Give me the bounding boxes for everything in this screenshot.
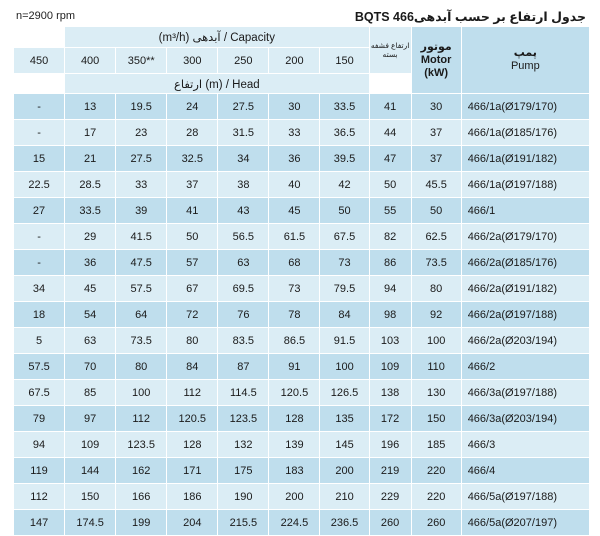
head-value-cell: 210 (320, 484, 369, 510)
motor-power-cell: 37 (411, 120, 461, 146)
pump-model-cell: 466/1a(Ø191/182) (461, 146, 589, 172)
table-row (14, 224, 590, 250)
title-text: جدول ارتفاع بر حسب آبدهی (413, 10, 586, 24)
head-value-cell: 34 (14, 276, 65, 302)
motor-power-cell: 45.5 (411, 172, 461, 198)
corner-cell-2 (14, 74, 65, 94)
head-value-cell: 132 (218, 432, 269, 458)
head-value-cell: 100 (320, 354, 369, 380)
head-value-cell: 39 (116, 198, 167, 224)
head-value-cell: 45 (269, 198, 320, 224)
pump-label-fa: پمپ (513, 47, 537, 59)
head-value-cell: 175 (218, 458, 269, 484)
table-row (14, 302, 590, 328)
head-value-cell: 27 (14, 198, 65, 224)
head-value-cell: 83.5 (218, 328, 269, 354)
head-value-cell: - (14, 250, 65, 276)
head-value-cell: - (14, 224, 65, 250)
head-value-cell: 67.5 (14, 380, 65, 406)
head-value-cell: 28 (167, 120, 218, 146)
head-value-cell: 33.5 (65, 198, 116, 224)
head-value-cell: 171 (167, 458, 218, 484)
pump-model-cell: 466/3 (461, 432, 589, 458)
head-value-cell: 91.5 (320, 328, 369, 354)
pump-model-cell: 466/5a(Ø197/188) (461, 484, 589, 510)
pump-model-cell: 466/2a(Ø185/176) (461, 250, 589, 276)
head-value-cell: 183 (269, 458, 320, 484)
head-value-cell: 64 (116, 302, 167, 328)
table-row (14, 172, 590, 198)
motor-power-cell: 150 (411, 406, 461, 432)
flow-header-cell: 150 (320, 48, 369, 74)
head-value-cell: 45 (65, 276, 116, 302)
zero-flow-head-cell: 229 (369, 484, 411, 510)
pump-label-en: Pump (510, 60, 540, 72)
head-value-cell: 139 (269, 432, 320, 458)
head-value-cell: 36.5 (320, 120, 369, 146)
head-value-cell: 73 (269, 276, 320, 302)
flow-header-cell: 350** (116, 48, 167, 74)
table-title (349, 9, 586, 24)
head-value-cell: 36 (269, 146, 320, 172)
head-value-cell: 18 (14, 302, 65, 328)
head-value-cell: 21 (65, 146, 116, 172)
head-value-cell: 57.5 (14, 354, 65, 380)
head-value-cell: 79.5 (320, 276, 369, 302)
head-header: ارتفاع (m) / Head (65, 74, 369, 94)
head-value-cell: 43 (218, 198, 269, 224)
head-value-cell: 94 (14, 432, 65, 458)
head-value-cell: 145 (320, 432, 369, 458)
head-value-cell: 126.5 (320, 380, 369, 406)
head-value-cell: 5 (14, 328, 65, 354)
zero-flow-head-cell: 103 (369, 328, 411, 354)
zero-flow-head-cell: 44 (369, 120, 411, 146)
head-value-cell: 24 (167, 94, 218, 120)
motor-unit: (kW) (424, 66, 449, 79)
head-value-cell: 22.5 (14, 172, 65, 198)
head-value-cell: 27.5 (218, 94, 269, 120)
zero-flow-head-cell: 219 (369, 458, 411, 484)
head-value-cell: 72 (167, 302, 218, 328)
zero-flow-head-cell: 260 (369, 510, 411, 536)
head-value-cell: 34 (218, 146, 269, 172)
head-value-cell: 87 (218, 354, 269, 380)
head-value-cell: 236.5 (320, 510, 369, 536)
motor-power-cell: 110 (411, 354, 461, 380)
zero-flow-head-cell: 109 (369, 354, 411, 380)
motor-power-cell: 92 (411, 302, 461, 328)
head-value-cell: 150 (65, 484, 116, 510)
head-value-cell: 174.5 (65, 510, 116, 536)
head-value-cell: 30 (269, 94, 320, 120)
table-row (14, 120, 590, 146)
head-value-cell: 100 (116, 380, 167, 406)
flow-header-cell: 400 (65, 48, 116, 74)
flow-header-cell: 450 (14, 48, 65, 74)
head-value-cell: 147 (14, 510, 65, 536)
table-row (14, 484, 590, 510)
head-value-cell: 204 (167, 510, 218, 536)
head-value-cell: 84 (167, 354, 218, 380)
head-value-cell: 190 (218, 484, 269, 510)
pump-header (461, 27, 589, 94)
head-value-cell: 23 (116, 120, 167, 146)
head-value-cell: 215.5 (218, 510, 269, 536)
pump-model-cell: 466/5a(Ø207/197) (461, 510, 589, 536)
head-value-cell: 15 (14, 146, 65, 172)
table-row (14, 94, 590, 120)
head-value-cell: 84 (320, 302, 369, 328)
head-value-cell: 27.5 (116, 146, 167, 172)
head-value-cell: 63 (218, 250, 269, 276)
head-value-cell: 85 (65, 380, 116, 406)
head-value-cell: 67.5 (320, 224, 369, 250)
motor-header (411, 27, 461, 94)
table-row (14, 458, 590, 484)
motor-power-cell: 73.5 (411, 250, 461, 276)
head-value-cell: 109 (65, 432, 116, 458)
head-value-cell: 80 (167, 328, 218, 354)
head-value-cell: 200 (320, 458, 369, 484)
head-value-cell: - (14, 94, 65, 120)
head-value-cell: 61.5 (269, 224, 320, 250)
head-value-cell: 32.5 (167, 146, 218, 172)
head-value-cell: 78 (269, 302, 320, 328)
head-value-cell: 128 (167, 432, 218, 458)
motor-power-cell: 37 (411, 146, 461, 172)
zero-flow-head-cell: 98 (369, 302, 411, 328)
pump-model-cell: 466/1 (461, 198, 589, 224)
table-row (14, 198, 590, 224)
head-value-cell: 186 (167, 484, 218, 510)
head-value-cell: 33.5 (320, 94, 369, 120)
table-row (14, 250, 590, 276)
zero-flow-blank (369, 74, 411, 94)
head-value-cell: 76 (218, 302, 269, 328)
flow-header-cell: 200 (269, 48, 320, 74)
pump-model-cell: 466/1a(Ø179/170) (461, 94, 589, 120)
head-value-cell: 79 (14, 406, 65, 432)
zero-flow-head-cell: 86 (369, 250, 411, 276)
zero-flow-head-cell: 55 (369, 198, 411, 224)
table-row (14, 432, 590, 458)
motor-power-cell: 100 (411, 328, 461, 354)
table-row (14, 406, 590, 432)
pump-model-cell: 466/3a(Ø197/188) (461, 380, 589, 406)
zero-flow-head-cell: 50 (369, 172, 411, 198)
head-value-cell: 31.5 (218, 120, 269, 146)
zero-flow-head-cell: 196 (369, 432, 411, 458)
motor-power-cell: 220 (411, 484, 461, 510)
motor-power-cell: 130 (411, 380, 461, 406)
head-value-cell: 97 (65, 406, 116, 432)
speed-label: n=2900 rpm (16, 10, 76, 22)
head-value-cell: 41 (167, 198, 218, 224)
head-value-cell: 200 (269, 484, 320, 510)
pump-model-cell: 466/4 (461, 458, 589, 484)
pump-model-cell: 466/2 (461, 354, 589, 380)
pump-model-cell: 466/2a(Ø191/182) (461, 276, 589, 302)
head-value-cell: 70 (65, 354, 116, 380)
head-value-cell: 13 (65, 94, 116, 120)
head-value-cell: 50 (320, 198, 369, 224)
head-value-cell: 63 (65, 328, 116, 354)
pump-model-cell: 466/2a(Ø179/170) (461, 224, 589, 250)
table-row (14, 328, 590, 354)
head-value-cell: 57 (167, 250, 218, 276)
head-value-cell: 166 (116, 484, 167, 510)
head-value-cell: 80 (116, 354, 167, 380)
head-value-cell: 40 (269, 172, 320, 198)
head-value-cell: - (14, 120, 65, 146)
head-value-cell: 199 (116, 510, 167, 536)
head-value-cell: 119 (14, 458, 65, 484)
zero-flow-head-cell: 82 (369, 224, 411, 250)
motor-power-cell: 185 (411, 432, 461, 458)
head-value-cell: 112 (116, 406, 167, 432)
table-row (14, 146, 590, 172)
head-value-cell: 36 (65, 250, 116, 276)
head-value-cell: 29 (65, 224, 116, 250)
flow-header-cell: 300 (167, 48, 218, 74)
head-value-cell: 91 (269, 354, 320, 380)
head-value-cell: 128 (269, 406, 320, 432)
head-value-cell: 144 (65, 458, 116, 484)
head-value-cell: 19.5 (116, 94, 167, 120)
motor-power-cell: 80 (411, 276, 461, 302)
head-value-cell: 17 (65, 120, 116, 146)
table-row (14, 276, 590, 302)
head-value-cell: 112 (14, 484, 65, 510)
head-value-cell: 162 (116, 458, 167, 484)
head-value-cell: 86.5 (269, 328, 320, 354)
table-row (14, 510, 590, 536)
head-value-cell: 112 (167, 380, 218, 406)
head-value-cell: 33 (269, 120, 320, 146)
pump-model-cell: 466/2a(Ø197/188) (461, 302, 589, 328)
table-row (14, 354, 590, 380)
head-capacity-table (13, 26, 590, 536)
head-value-cell: 120.5 (269, 380, 320, 406)
head-value-cell: 57.5 (116, 276, 167, 302)
table-row (14, 380, 590, 406)
zero-flow-head-cell: 41 (369, 94, 411, 120)
motor-power-cell: 260 (411, 510, 461, 536)
head-value-cell: 224.5 (269, 510, 320, 536)
head-value-cell: 33 (116, 172, 167, 198)
pump-model-cell: 466/3a(Ø203/194) (461, 406, 589, 432)
flow-header-cell: 250 (218, 48, 269, 74)
motor-label-en: Motor (420, 53, 452, 66)
head-value-cell: 67 (167, 276, 218, 302)
head-value-cell: 73 (320, 250, 369, 276)
model-code: BQTS 466 (354, 10, 414, 24)
pump-model-cell: 466/1a(Ø185/176) (461, 120, 589, 146)
head-value-cell: 42 (320, 172, 369, 198)
head-value-cell: 41.5 (116, 224, 167, 250)
pump-model-cell: 466/1a(Ø197/188) (461, 172, 589, 198)
motor-power-cell: 50 (411, 198, 461, 224)
motor-label-fa: موتور (420, 40, 452, 53)
motor-power-cell: 30 (411, 94, 461, 120)
head-value-cell: 47.5 (116, 250, 167, 276)
capacity-header: (m³/h) آبدهی / Capacity (65, 27, 369, 48)
pump-model-cell: 466/2a(Ø203/194) (461, 328, 589, 354)
head-value-cell: 73.5 (116, 328, 167, 354)
zero-flow-header: ارتفاع فشفه بسته (369, 27, 411, 74)
head-value-cell: 69.5 (218, 276, 269, 302)
head-value-cell: 68 (269, 250, 320, 276)
head-value-cell: 56.5 (218, 224, 269, 250)
zero-flow-head-cell: 138 (369, 380, 411, 406)
zero-flow-head-cell: 94 (369, 276, 411, 302)
head-value-cell: 123.5 (218, 406, 269, 432)
corner-cell (14, 27, 65, 48)
zero-flow-head-cell: 172 (369, 406, 411, 432)
head-value-cell: 38 (218, 172, 269, 198)
head-value-cell: 135 (320, 406, 369, 432)
motor-power-cell: 220 (411, 458, 461, 484)
head-value-cell: 39.5 (320, 146, 369, 172)
motor-power-cell: 62.5 (411, 224, 461, 250)
head-value-cell: 54 (65, 302, 116, 328)
head-value-cell: 37 (167, 172, 218, 198)
head-value-cell: 123.5 (116, 432, 167, 458)
head-value-cell: 28.5 (65, 172, 116, 198)
head-value-cell: 120.5 (167, 406, 218, 432)
zero-flow-head-cell: 47 (369, 146, 411, 172)
head-value-cell: 114.5 (218, 380, 269, 406)
head-value-cell: 50 (167, 224, 218, 250)
